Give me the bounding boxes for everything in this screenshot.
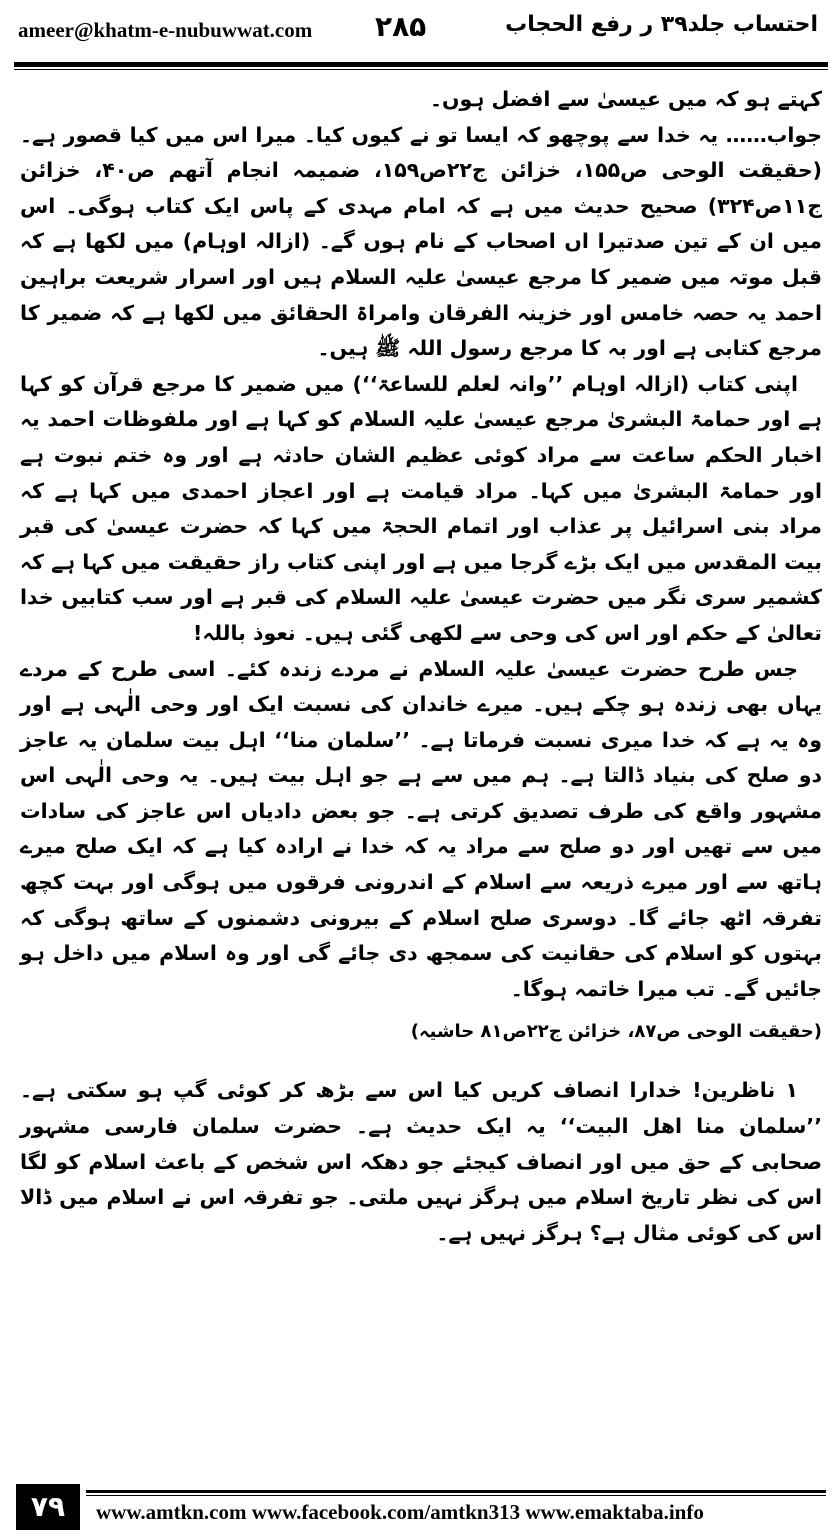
header-rule-thick xyxy=(14,62,828,67)
paragraph-4: جس طرح حضرت عیسیٰ علیہ السلام نے مردے زندہ کئے۔ اسی طرح کے مردے یہاں بھی زندہ ہو چکے ہیں۔ میرے خاندان کی نسبت ایک اور وحی الٰہی ہے اور وہ یہ ہے کہ خدا میری نسبت فرماتا ہے۔ ’’سلمان منا‘‘ اہل بیت سلمان یہ عاجز دو صلح کی بنیاد ڈالتا ہے۔ ہم میں سے ہے جو اہل بیت ہیں۔ یہ وحی الٰہی اس مشہور واقع کی طرف تصدیق کرتی ہے۔ جو بعض دادیاں اس عاجز کی سادات میں سے تھیں اور دو صلح سے مراد یہ کہ خدا نے ارادہ کیا ہے کہ ایک صلح میرے ہاتھ سے اور میرے ذریعہ سے اسلام کے اندرونی فرقوں میں ہوگی اور بہت کچھ تفرقہ اٹھ جائے گا۔ دوسری صلح اسلام کے بیرونی دشمنوں کے ساتھ ہوگی کہ بہتوں کو اسلام کی حقانیت کی سمجھ دی جائے گی اور وہ اسلام میں داخل ہو جائیں گے۔ تب میرا خاتمہ ہوگا۔ xyxy=(20,656,822,1001)
source-citation: (حقیقت الوحی ص۸۷، خزائن ج۲۲ص۸۱ حاشیہ) xyxy=(410,1021,822,1043)
header-rule-thin xyxy=(14,69,828,70)
footer-page-number: ۷۹ xyxy=(16,1484,80,1530)
paragraph-2: جواب…… یہ خدا سے پوچھو کہ ایسا تو نے کیوں کیا۔ میرا اس میں کیا قصور ہے۔ (حقیقت الوحی ص۱۵۵، خزائن ج۲۲ص۱۵۹، ضمیمہ انجام آتھم ص۴۰، خزائن ج۱۱ص۳۲۴) صحیح حدیث میں ہے کہ امام مہدی کے پاس ایک کتاب ہوگی۔ اس میں ان کے تین صدتیرا اں اصحاب کے نام ہوں گے۔ (ازالہ اوہام) میں لکھا ہے کہ قبل موتہ میں ضمیر کا مرجع عیسیٰ علیہ السلام ہیں اور اسرار شریعت براہین احمد یہ حصہ خامس اور خزینہ الفرقان وامراۃ الحقائق میں لکھا ہے کہ ضمیر کا مرجع کتابی ہے اور بہ کا مرجع رسول اللہ ﷺ ہیں۔ xyxy=(20,122,822,361)
footnote: ۱ ناظرین! خدارا انصاف کریں کیا اس سے بڑھ کر کوئی گپ ہو سکتی ہے۔ ’’سلمان منا اھل البیت‘‘ یہ ایک حدیث ہے۔ حضرت سلمان فارسی مشہور صحابی کے حق میں اور انصاف کیجئے جو دھکہ اس شخص کے باعث اسلام کو لگا اس کی نظر تاریخ اسلام میں ہرگز نہیں ملتی۔ جو تفرقہ اس نے اسلام میں ڈالا اس کی کوئی مثال ہے؟ ہرگز نہیں ہے۔ xyxy=(20,1078,822,1245)
footer-links[interactable]: www.amtkn.com www.facebook.com/amtkn313 www.emaktaba.info xyxy=(96,1500,704,1524)
header-title: احتساب جلد۳۹ ر رفع الحجاب xyxy=(505,12,818,37)
header-email: ameer@khatm-e-nubuwwat.com xyxy=(18,18,313,42)
paragraph-1: کہتے ہو کہ میں عیسیٰ سے افضل ہوں۔ xyxy=(429,87,822,111)
header-page-number: ۲۸۵ xyxy=(375,10,427,43)
footer-rule-thin xyxy=(86,1495,826,1496)
footer-rule xyxy=(86,1490,826,1493)
paragraph-3: اپنی کتاب (ازالہ اوہام ’’وانہ لعلم للساعۃ‘‘) میں ضمیر کا مرجع قرآن کو کہا ہے اور حمامۃ البشریٰ مرجع عیسیٰ علیہ السلام کو کہا ہے اور ملفوظات احمد یہ اخبار الحکم ساعت سے مراد کوئی عظیم الشان حادثہ ہے اور وہ ختم نبوت ہے اور حمامۃ البشریٰ میں کہا۔ مراد قیامت ہے اور اعجاز احمدی میں کہا ہے کہ مراد بنی اسرائیل پر عذاب اور اتمام الحجۃ میں کہا کہ حضرت عیسیٰ کی قبر بیت المقدس میں ایک بڑے گرجا میں ہے اور اپنی کتاب راز حقیقت میں کہا ہے کہ کشمیر سری نگر میں حضرت عیسیٰ علیہ السلام کی قبر ہے اور سب کتابیں خدا تعالیٰ کے حکم اور اس کی وحی سے لکھی گئی ہیں۔ نعوذ باللہ! xyxy=(20,371,822,645)
body-text xyxy=(20,82,822,1251)
